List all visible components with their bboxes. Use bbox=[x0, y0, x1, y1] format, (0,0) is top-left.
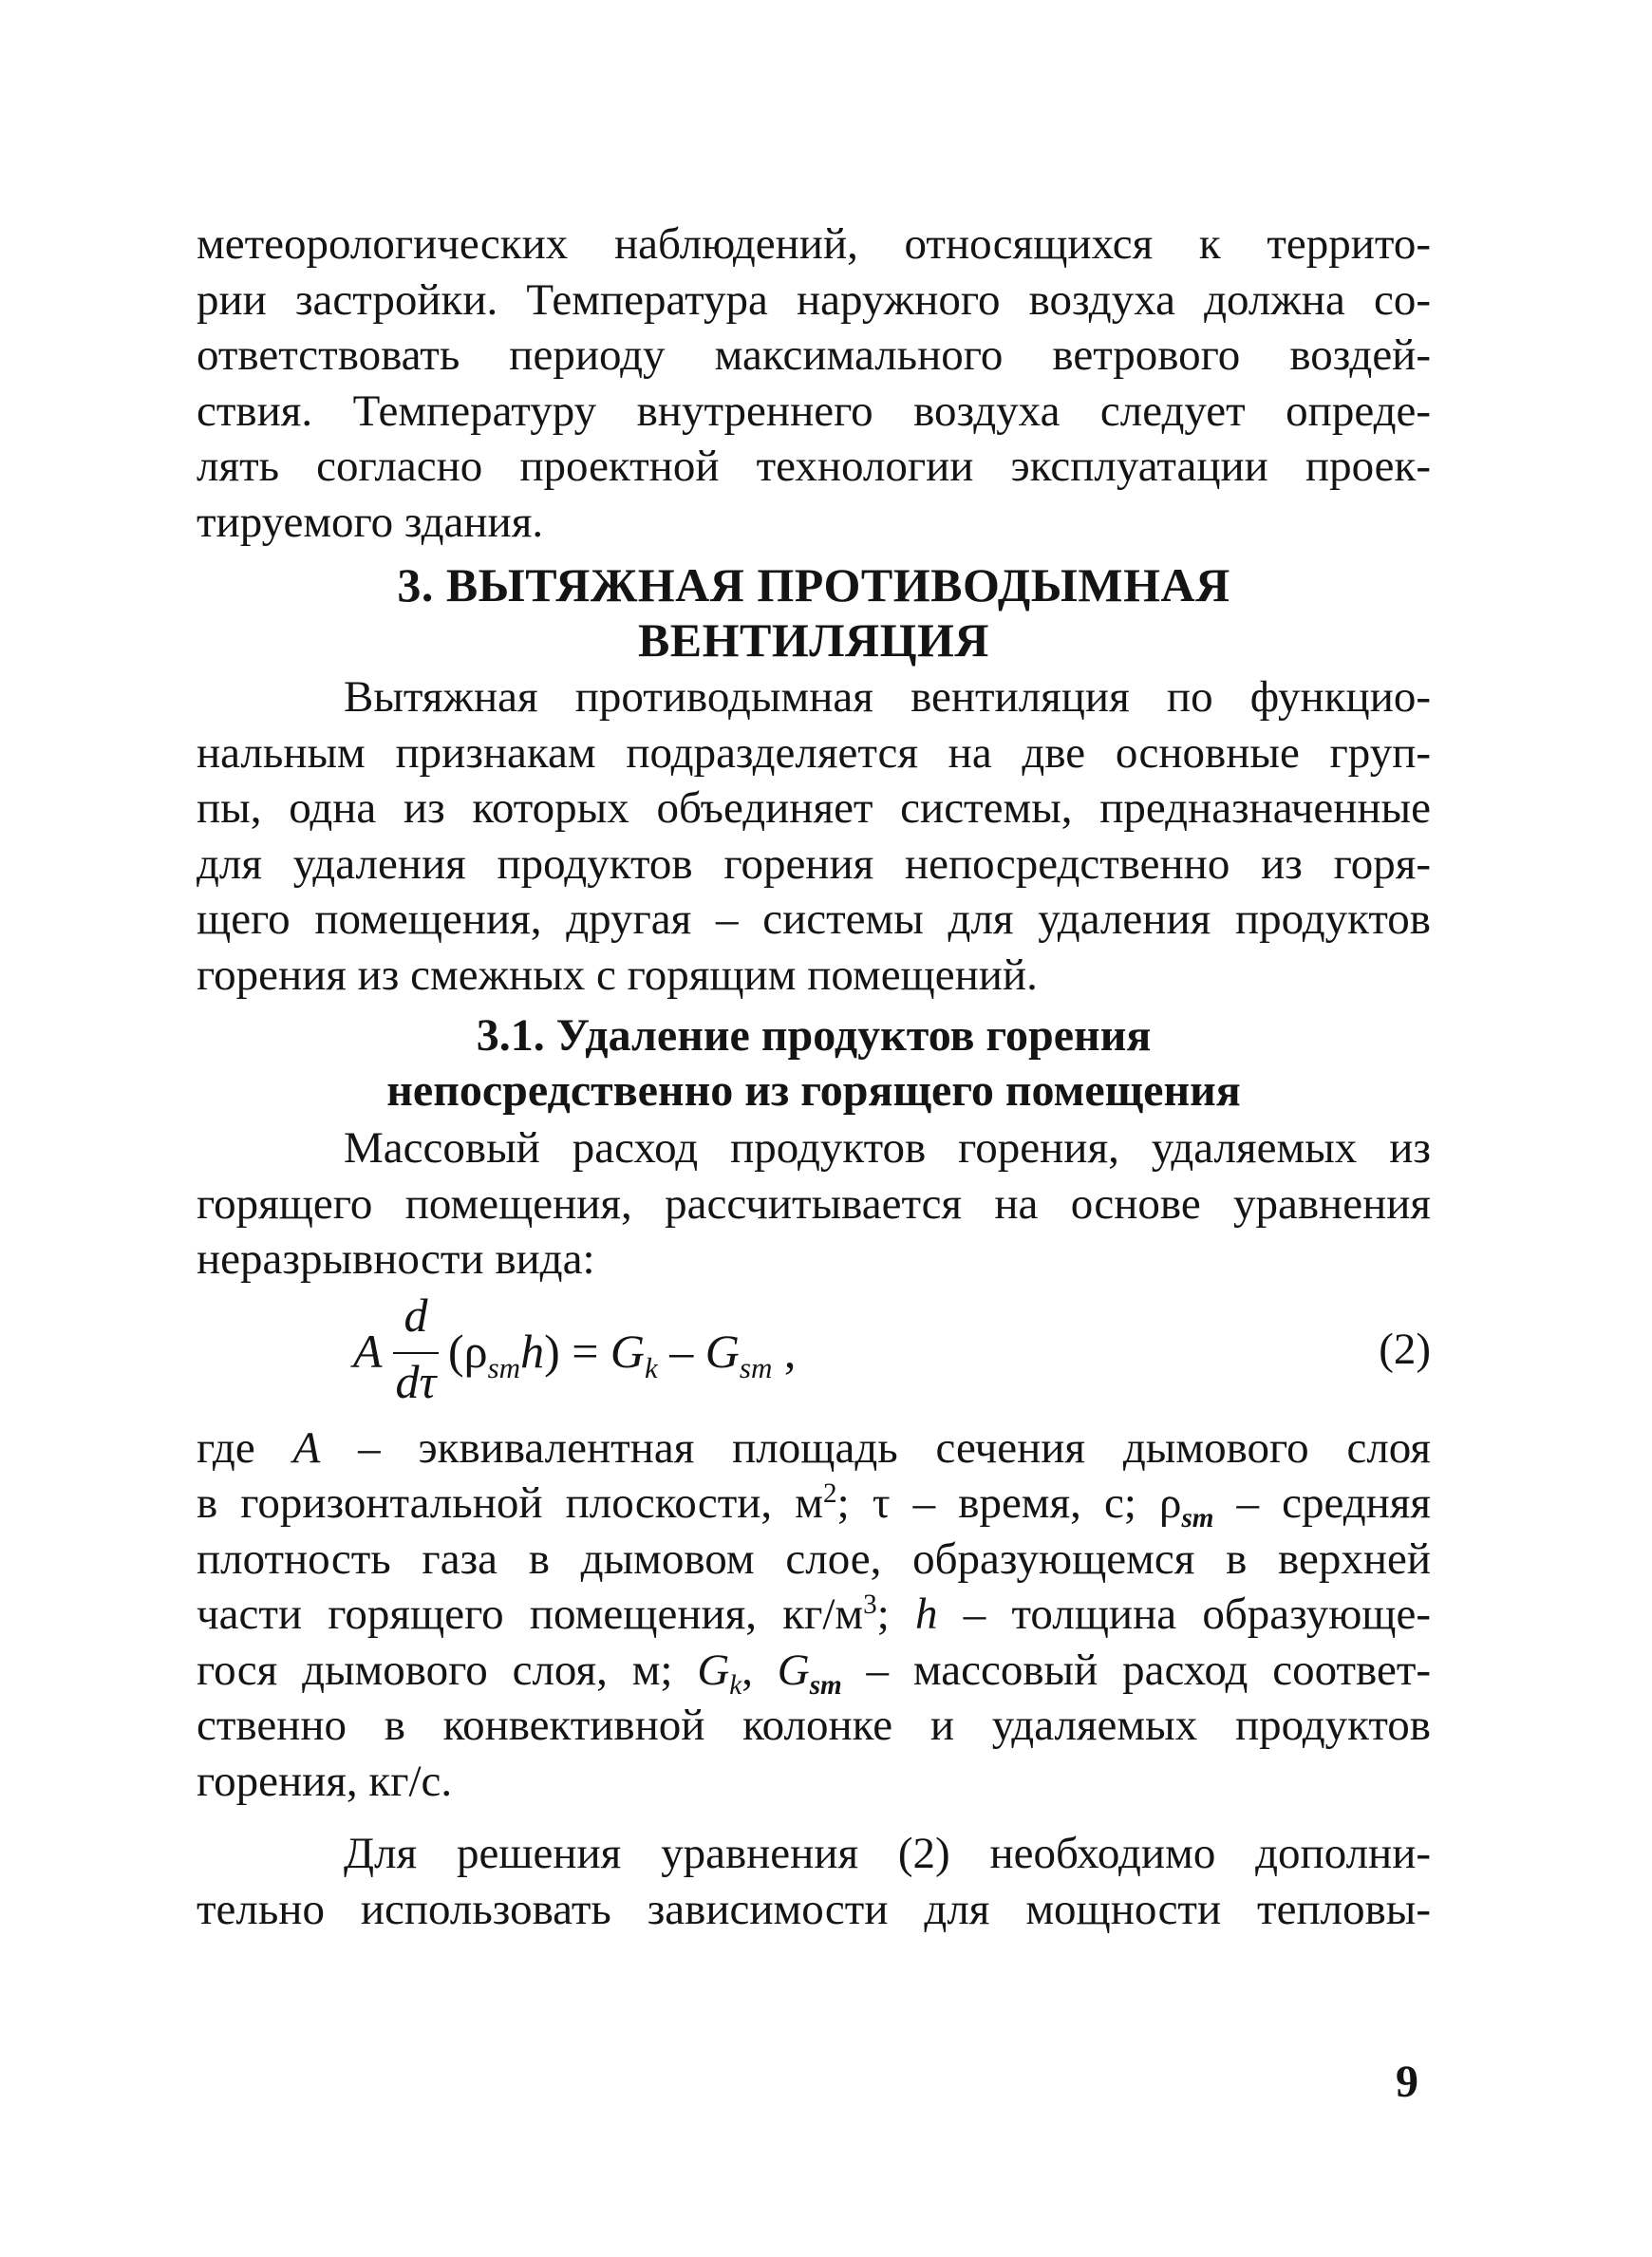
text-line: плотность газа в дымовом слое, образующемся в верхней bbox=[197, 1533, 1431, 1584]
subsection-paragraph bbox=[197, 1120, 1431, 1288]
text-line: лять согласно проектной технологии эксплуатации проек- bbox=[197, 442, 1431, 491]
area-symbol: A bbox=[292, 1422, 321, 1473]
page-number: 9 bbox=[1396, 2057, 1418, 2107]
text-run: части горящего помещения, кг/м bbox=[197, 1589, 864, 1639]
text-line: Для решения уравнения (2) необходимо дополни- bbox=[344, 1829, 1431, 1878]
text-line: Массовый расход продуктов горения, удаляемых из bbox=[344, 1123, 1431, 1173]
text-line: горящего помещения, рассчитывается на основе уравнения bbox=[197, 1178, 1431, 1229]
superscript: 2 bbox=[823, 1477, 837, 1509]
fraction-numerator: d bbox=[404, 1288, 428, 1342]
text-line: метеорологических наблюдений, относящихся к террито- bbox=[197, 219, 1431, 269]
section-title-line: 3. ВЫТЯЖНАЯ ПРОТИВОДЫМНАЯ bbox=[397, 558, 1230, 611]
section-paragraph bbox=[197, 669, 1431, 1003]
text-line: рии застройки. Температура наружного воздуха должна со- bbox=[197, 274, 1431, 325]
page-content bbox=[197, 216, 1431, 1937]
paren-close-equals: ) = bbox=[544, 1324, 610, 1378]
where-paragraph bbox=[197, 1420, 1431, 1810]
text-line bbox=[197, 1587, 1431, 1643]
minus-sign: – bbox=[657, 1324, 705, 1378]
text-run: где bbox=[197, 1422, 293, 1473]
subsection-title-line: непосредственно из горящего помещения bbox=[386, 1065, 1241, 1116]
equation-number: (2) bbox=[1379, 1324, 1431, 1374]
text-line: ственно в конвективной колонке и удаляемых продуктов bbox=[197, 1701, 1431, 1750]
gk-symbol: G bbox=[610, 1324, 646, 1378]
h-symbol: h bbox=[520, 1324, 545, 1378]
text-line bbox=[197, 1643, 1431, 1699]
text-line: горения из смежных с горящим помещений. bbox=[197, 950, 1038, 1000]
text-run: – эквивалентная площадь сечения дымового слоя bbox=[320, 1422, 1431, 1473]
text-line bbox=[197, 1420, 1431, 1476]
superscript: 3 bbox=[863, 1589, 877, 1620]
subscript: sm bbox=[1181, 1503, 1214, 1534]
text-line: тельно использовать зависимости для мощности тепловы- bbox=[197, 1884, 1431, 1934]
gsm-symbol: G bbox=[777, 1645, 810, 1695]
text-run: в горизонтальной плоскости, м bbox=[197, 1478, 824, 1528]
text-line: щего помещения, другая – системы для удаления продуктов bbox=[197, 894, 1431, 944]
text-line: для удаления продуктов горения непосредственно из горя- bbox=[197, 838, 1431, 889]
text-run: гося дымового слоя, м; bbox=[197, 1645, 698, 1695]
text-line: нальным признакам подразделяется на две основные груп- bbox=[197, 727, 1431, 778]
rho-subscript: sm bbox=[487, 1350, 521, 1384]
text-run: ; bbox=[876, 1589, 916, 1639]
paren-open: ( bbox=[448, 1324, 464, 1378]
section-heading bbox=[197, 557, 1431, 668]
text-line: Вытяжная противодымная вентиляция по функцио- bbox=[344, 672, 1431, 722]
equation-area-symbol: A bbox=[353, 1324, 383, 1378]
equation-body bbox=[448, 1324, 797, 1384]
equation-comma: , bbox=[772, 1324, 797, 1378]
intro-paragraph bbox=[197, 216, 1431, 550]
gk-subscript: k bbox=[645, 1350, 658, 1384]
text-run: – средняя bbox=[1213, 1478, 1432, 1528]
final-paragraph bbox=[197, 1826, 1431, 1937]
text-line: неразрывности вида: bbox=[197, 1234, 595, 1284]
text-line: горения, кг/с. bbox=[197, 1756, 453, 1806]
text-line: пы, одна из которых объединяет системы, предназначенные bbox=[197, 783, 1431, 833]
rho-symbol: ρ bbox=[463, 1324, 488, 1378]
text-line: ответствовать периоду максимального ветрового воздей- bbox=[197, 330, 1431, 380]
text-run: – толщина образующе- bbox=[937, 1589, 1432, 1639]
text-line: тируемого здания. bbox=[197, 497, 544, 547]
gsm-subscript: sm bbox=[739, 1350, 773, 1384]
subsection-title-line: 3.1. Удаление продуктов горения bbox=[476, 1010, 1152, 1061]
equation-2 bbox=[197, 1288, 1431, 1420]
subscript: k bbox=[729, 1669, 742, 1701]
section-title-line: ВЕНТИЛЯЦИЯ bbox=[637, 613, 990, 667]
gk-symbol: G bbox=[697, 1645, 730, 1695]
equation-formula bbox=[353, 1288, 942, 1420]
subscript: sm bbox=[809, 1669, 842, 1701]
gsm-symbol: G bbox=[704, 1324, 740, 1378]
fraction-denominator: dτ bbox=[395, 1354, 437, 1408]
text-run: ; τ – время, с; ρ bbox=[836, 1478, 1182, 1528]
text-line: ствия. Температуру внутреннего воздуха следует опреде- bbox=[197, 386, 1431, 436]
text-line bbox=[197, 1476, 1431, 1532]
text-run: , bbox=[742, 1645, 778, 1695]
subsection-heading bbox=[197, 1008, 1431, 1119]
h-symbol: h bbox=[915, 1589, 938, 1639]
text-run: – массовый расход соответ- bbox=[841, 1645, 1432, 1695]
